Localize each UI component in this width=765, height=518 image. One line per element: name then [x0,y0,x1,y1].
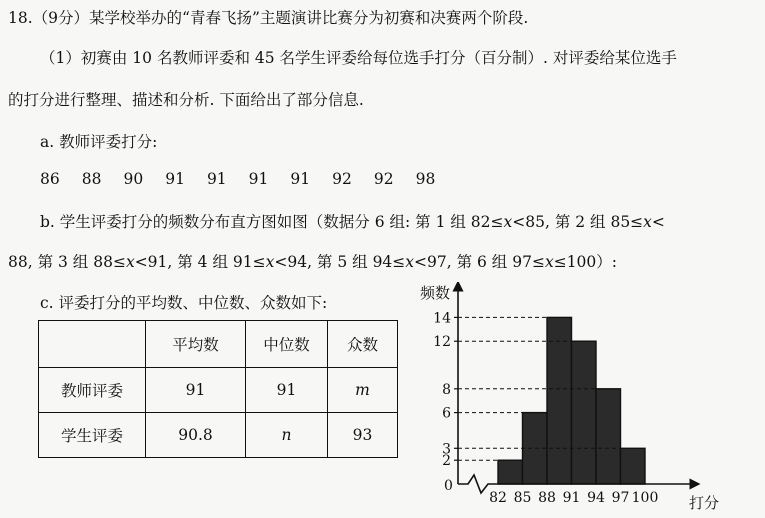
teacher-score: 91 [165,170,185,188]
x-tick-labels [489,490,658,506]
question-intro: 某学校举办的“青春飞扬”主题演讲比赛分为初赛和决赛两个阶段. [89,9,529,27]
y-tick-labels [433,310,458,469]
x-tick-label: 85 [513,490,532,506]
histogram-bar [498,460,523,484]
part1-line1: （1）初赛由 10 名教师评委和 45 名学生评委给每位选手打分（百分制）. 对评委给某位选手 [40,49,677,67]
stats-header-median: 中位数 [246,321,328,368]
histogram-chart [410,282,730,514]
teacher-scores-label: a. 教师评委打分: [40,133,158,151]
y-tick-label: 6 [442,405,451,422]
x-axis-label: 打分 [689,494,720,512]
x-tick-label: 97 [611,490,630,506]
histogram-bar [596,389,621,484]
y-tick-label: 14 [433,310,451,327]
row-label: 学生评委 [39,413,146,458]
table-row [39,368,398,413]
histogram-bar [621,448,646,484]
question-points: （9分） [32,9,90,27]
cell-mean: 91 [146,368,246,413]
x-tick-label: 94 [587,490,605,506]
x-tick-label: 82 [489,490,507,506]
teacher-score: 91 [206,170,227,188]
y-tick-label: 2 [442,453,451,470]
stats-header-mode: 众数 [328,321,398,368]
teacher-score: 88 [81,170,102,188]
histogram-bar [547,317,572,484]
histogram-desc-line1: b. 学生评委打分的频数分布直方图如图（数据分 6 组: 第 1 组 82≤x<85, 第 2 组 85≤x< [40,213,665,231]
cell-mode: m [328,368,398,413]
teacher-scores-list [40,170,457,188]
cell-mode: 93 [328,413,398,458]
teacher-score: 92 [332,170,352,188]
teacher-score: 86 [40,170,60,188]
question-number: 18. [8,9,33,27]
cell-mean: 90.8 [146,413,246,458]
y-axis-label: 频数 [420,284,451,302]
teacher-score: 91 [248,170,269,188]
origin-label: 0 [444,478,453,494]
row-label: 教师评委 [39,368,146,413]
y-tick-label: 12 [433,334,451,351]
y-tick-label: 8 [442,381,451,398]
x-tick-label: 100 [631,490,659,506]
stats-table-label: c. 评委打分的平均数、中位数、众数如下: [40,294,328,312]
histogram-bar [572,341,597,484]
y-tick-label: 3 [442,441,451,458]
teacher-score: 98 [415,170,436,188]
part1-line2: 的打分进行整理、描述和分析. 下面给出了部分信息. [8,91,364,109]
cell-median: 91 [246,368,328,413]
stats-table [38,320,398,458]
histogram-desc-line2: 88, 第 3 组 88≤x<91, 第 4 组 91≤x<94, 第 5 组 94≤x<97, 第 6 组 97≤x≤100）: [8,253,617,271]
x-tick-label: 91 [562,490,581,506]
teacher-score: 91 [290,170,311,188]
table-row [39,413,398,458]
stats-header-mean: 平均数 [146,321,246,368]
teacher-score: 92 [373,170,394,188]
stats-header-corner [39,321,146,368]
question-header [8,6,528,28]
cell-median: n [246,413,328,458]
teacher-score: 90 [123,170,144,188]
bars-layer [498,317,645,484]
x-tick-label: 88 [538,490,556,506]
stats-header-row [39,321,398,368]
